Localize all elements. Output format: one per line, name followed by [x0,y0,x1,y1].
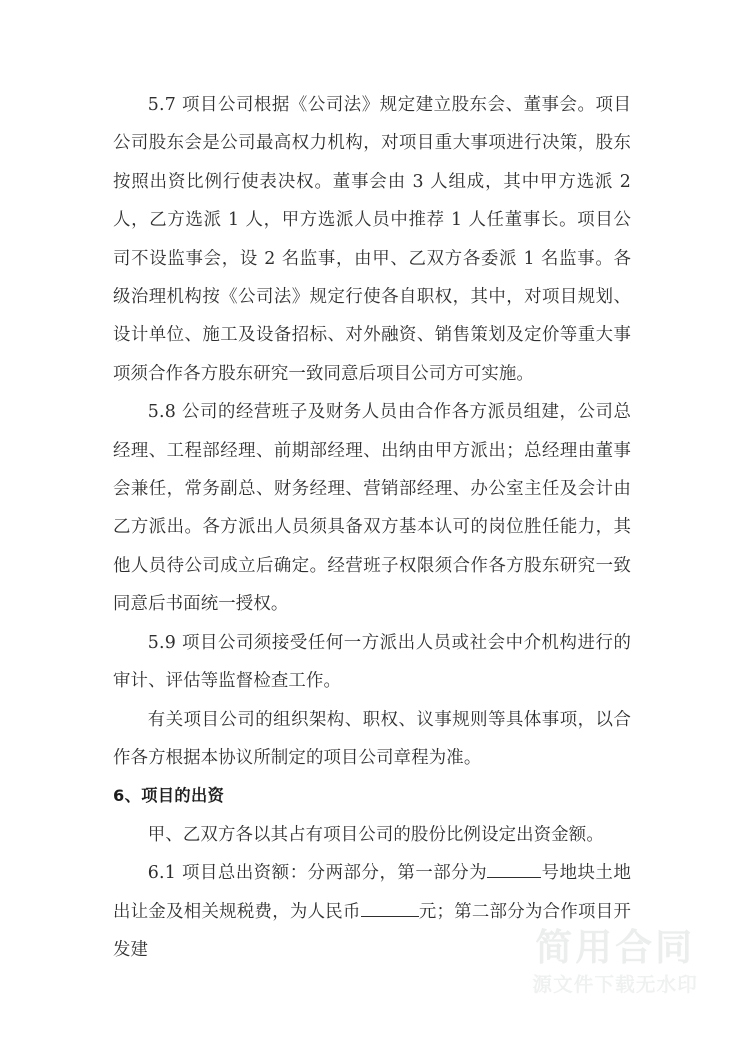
paragraph-clause-5-7: 5.7 项目公司根据《公司法》规定建立股东会、董事会。项目公司股东会是公司最高权力机构，对项目重大事项进行决策，股东按照出资比例行使表决权。董事会由 3 人组成，其中甲方选派 2 人，乙方选派 1 人，甲方选派人员中推荐 1 人任董事长。项目公司不设监事会，设 2 名监事，由甲、乙双方各委派 1 名监事。各级治理机构按《公司法》规定行使各自职权，其中，对项目规划、设计单位、施工及设备招标、对外融资、销售策划及定价等重大事项须合作各方股东研究一致同意后项目公司方可实施。 [113,95,631,384]
document-text-body [113,86,631,969]
paragraph-text-run: 6.1 项目总出资额：分两部分，第一部分为 [147,863,488,884]
paragraph-clause-5-9: 5.9 项目公司须接受任何一方派出人员或社会中介机构进行的审计、评估等监督检查工作。 [113,632,631,692]
watermark-sub-text: 源文件下载无水印 [532,972,698,996]
fill-in-blank[interactable] [361,916,419,917]
section-6-heading: 6、项目的出资 [113,786,225,806]
watermark-main-text: 简用合同 [535,925,696,969]
paragraph-clause-5-8: 5.8 公司的经营班子及财务人员由合作各方派员组建，公司总经理、工程部经理、前期部经理、出纳由甲方派出；总经理由董事会兼任，常务副总、财务经理、营销部经理、办公室主任及会计由乙方派出。各方派出人员须具备双方基本认可的岗位胜任能力，其他人员待公司成立后确定。经营班子权限须合作各方股东研究一致同意后书面统一授权。 [113,402,631,615]
paragraph-text-run: 号地块土地出让金及相关规税费，为人民币 [113,863,631,922]
paragraph-clause-5-closing: 有关项目公司的组织架构、职权、议事规则等具体事项，以合作各方根据本协议所制定的项目公司章程为准。 [113,709,631,768]
paragraph-clause-6-1 [113,854,631,969]
paragraph-section-6-intro: 甲、乙双方各以其占有项目公司的股份比例设定出资金额。 [147,824,604,845]
paragraph-text-run: 元；第二部分为合作项目开发建 [113,901,631,960]
fill-in-blank[interactable] [487,877,541,878]
